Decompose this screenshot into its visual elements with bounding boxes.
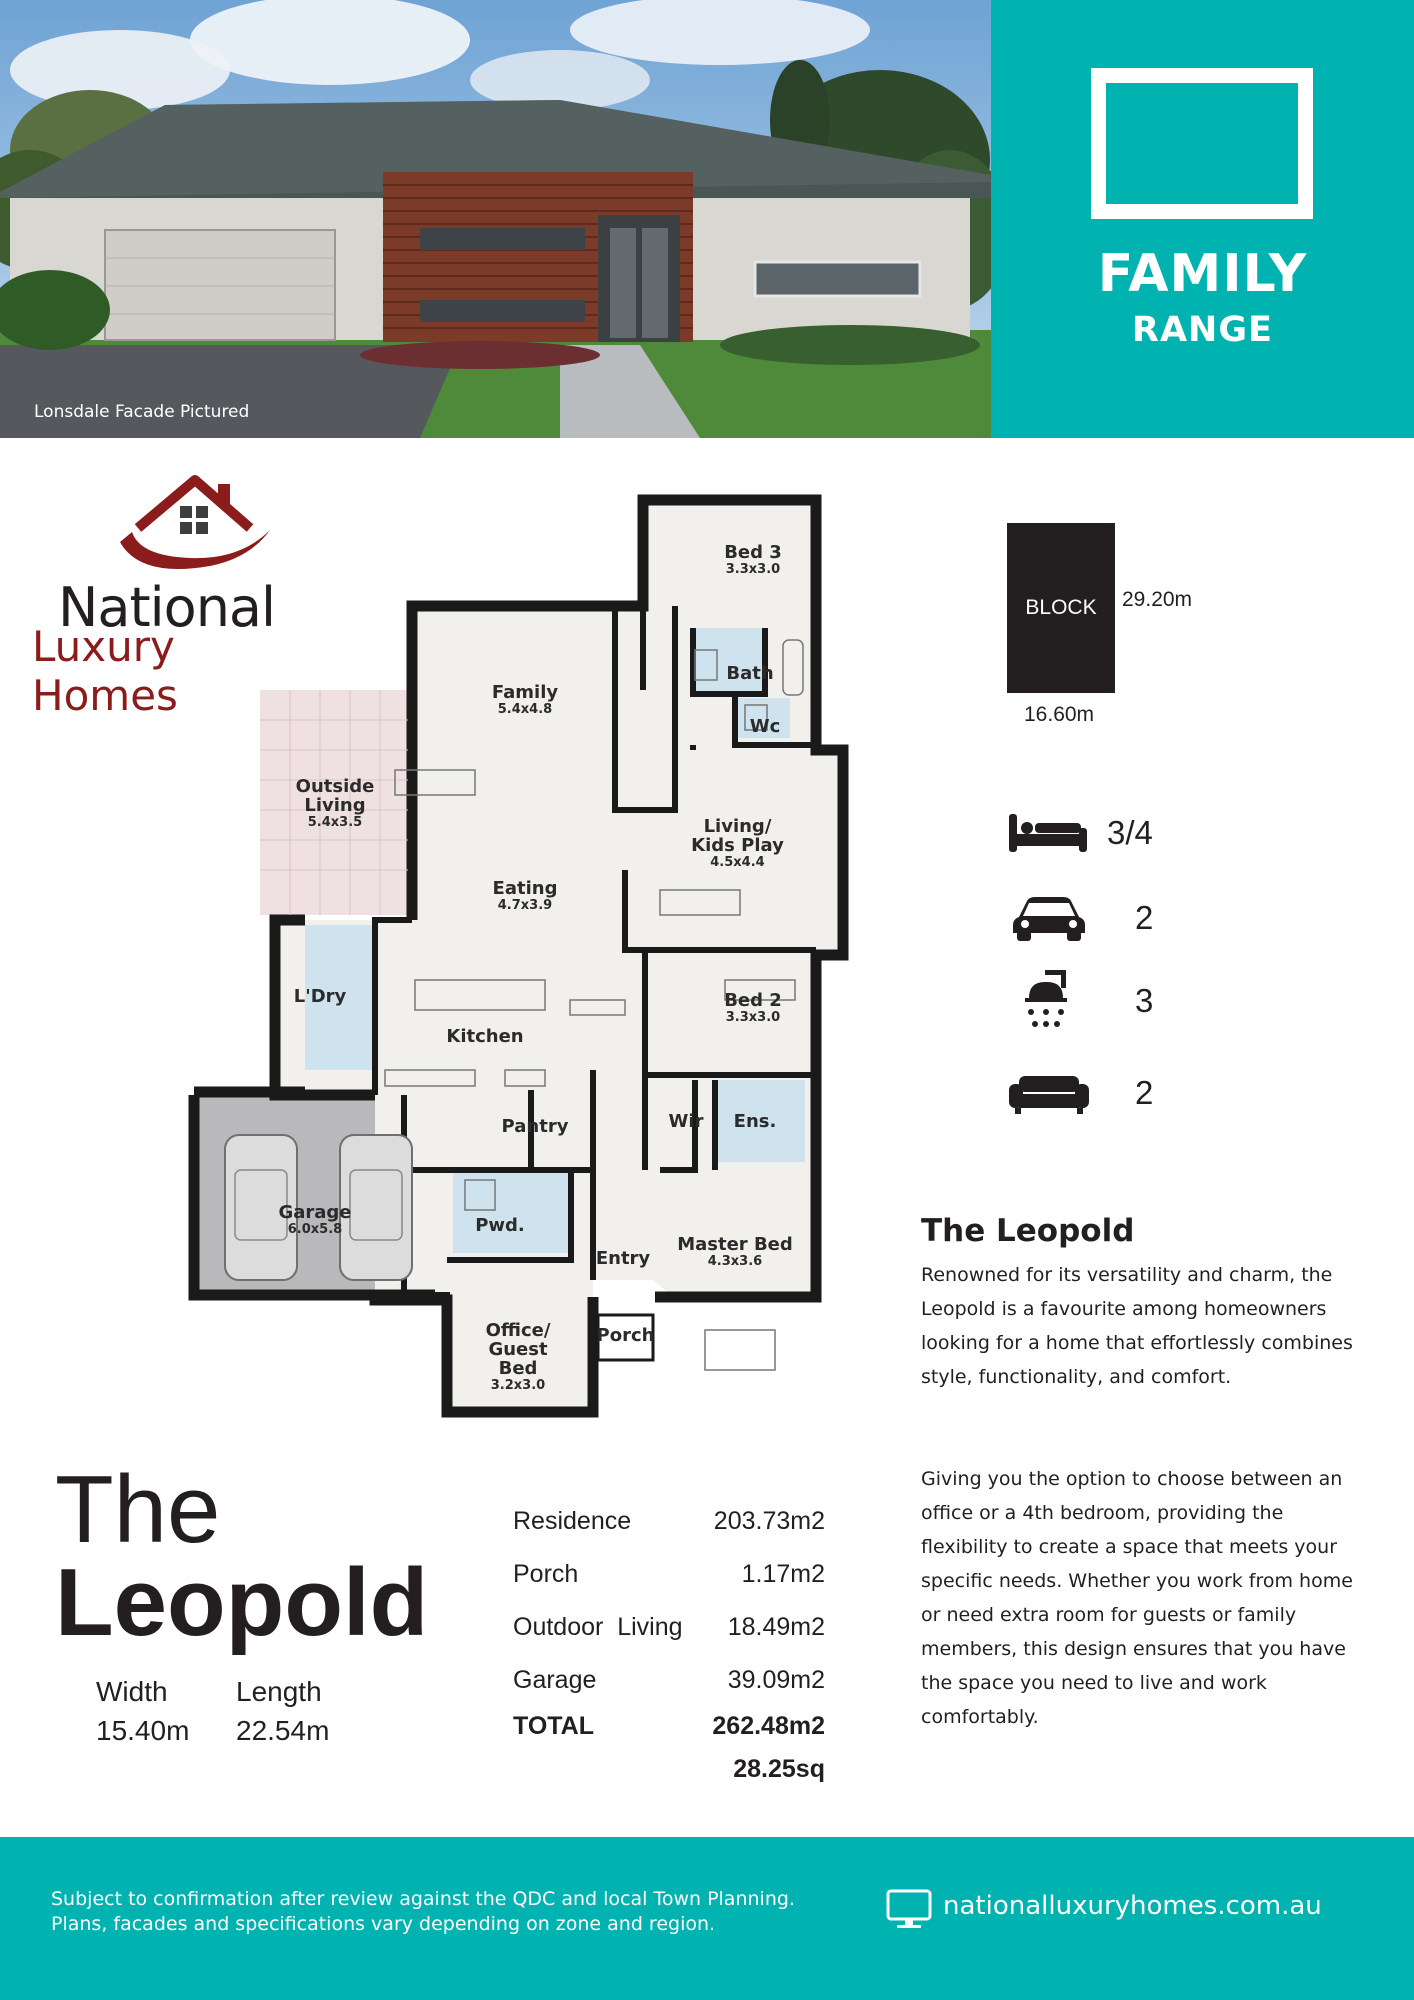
total-label: TOTAL [513,1712,595,1740]
feature-bedrooms [1007,808,1207,858]
width-value: 15.40m [96,1715,190,1746]
car-spaces-count: 2 [1135,899,1154,936]
room-garage: Garage 6.0x5.8 [278,1202,352,1237]
design-title-name: Leopold [55,1549,429,1656]
range-subtitle: RANGE [1132,310,1273,350]
room-bed-3: Bed 3 3.3x3.0 [724,542,782,577]
area-label: Porch [513,1560,579,1588]
room-porch: Porch [596,1325,655,1346]
width-label: Width [96,1676,168,1707]
sofa-icon [1007,1068,1091,1118]
area-value: 1.17m2 [741,1560,825,1588]
room-kitchen: Kitchen [446,1026,524,1047]
area-value: 203.73m2 [713,1507,825,1535]
monitor-icon [886,1889,932,1931]
area-value: 39.09m2 [727,1666,825,1694]
car-icon [1007,893,1091,943]
bed-icon [1007,808,1091,858]
logo-wordmark-luxury-homes: Luxury Homes [32,622,178,720]
facade-image [0,0,991,438]
disclaimer-line-1: Subject to confirmation after review against the QDC and local Town Planning. [51,1888,795,1910]
range-title: FAMILY [1097,244,1308,304]
length-label: Length [236,1676,322,1707]
area-value: 18.49m2 [727,1613,825,1641]
facade-caption: Lonsdale Facade Pictured [34,402,250,422]
website-link[interactable]: nationalluxuryhomes.com.au [943,1891,1322,1921]
room-eating: Eating 4.7x3.9 [492,878,558,913]
room-ensuite: Ens. [733,1111,777,1132]
floor-plan-drawing [185,480,865,1440]
logo-wordmark-national: National [58,576,276,639]
room-office-guest-bed: Office/ Guest Bed 3.2x3.0 [485,1320,551,1393]
description-paragraph-1: Renowned for its versatility and charm, the Leopold is a favourite among homeowners looking for a home that effortlessly combines style, functionality, and comfort. [921,1264,1353,1388]
bedrooms-count: 3/4 [1107,814,1153,851]
room-master-bed: Master Bed 4.3x3.6 [677,1234,793,1269]
room-family: Family 5.4x4.8 [491,682,559,717]
room-bath: Bath [726,663,774,684]
description-title: The Leopold [921,1213,1135,1249]
floor-plan [185,480,865,1440]
room-entry: Entry [595,1248,651,1269]
range-frame-graphic [1091,68,1313,219]
block-width: 16.60m [1024,703,1095,726]
area-label: Residence [513,1507,632,1535]
block-size-diagram: BLOCK [1007,523,1115,693]
footer [0,1837,1414,2000]
bathrooms-count: 3 [1135,982,1154,1019]
room-wir: Wir [668,1111,704,1132]
room-outside-living: Outside Living 5.4x3.5 [295,776,375,830]
feature-living-areas [1007,1068,1207,1118]
disclaimer [51,1887,795,1937]
room-wc: Wc [749,716,781,737]
living-areas-count: 2 [1135,1074,1154,1111]
total-value: 262.48m2 [712,1712,825,1740]
length-value: 22.54m [236,1715,330,1746]
room-laundry: L'Dry [293,986,347,1007]
room-bed-2: Bed 2 3.3x3.0 [724,990,782,1025]
room-powder: Pwd. [475,1215,525,1236]
feature-car-spaces [1007,893,1207,943]
area-label: Garage [513,1666,597,1694]
total-squares: 28.25sq [733,1755,825,1783]
shower-icon [1007,968,1091,1038]
area-label: Outdoor Living [513,1613,683,1641]
design-title-the: The [55,1456,221,1563]
room-living-kids-play: Living/ Kids Play 4.5x4.4 [691,816,784,870]
block-depth: 29.20m [1122,588,1193,611]
room-pantry: Pantry [501,1116,569,1137]
range-panel [991,0,1414,438]
feature-bathrooms [1007,968,1207,1038]
disclaimer-line-2: Plans, facades and specifications vary depending on zone and region. [51,1913,716,1935]
description-paragraph-2: Giving you the option to choose between an office or a 4th bedroom, providing the flexibility to create a space that meets your specific needs. Whether you work from home or need extra room for guests or family members, this design ensures that you have the space you need to live and work comfortably. [921,1468,1353,1728]
